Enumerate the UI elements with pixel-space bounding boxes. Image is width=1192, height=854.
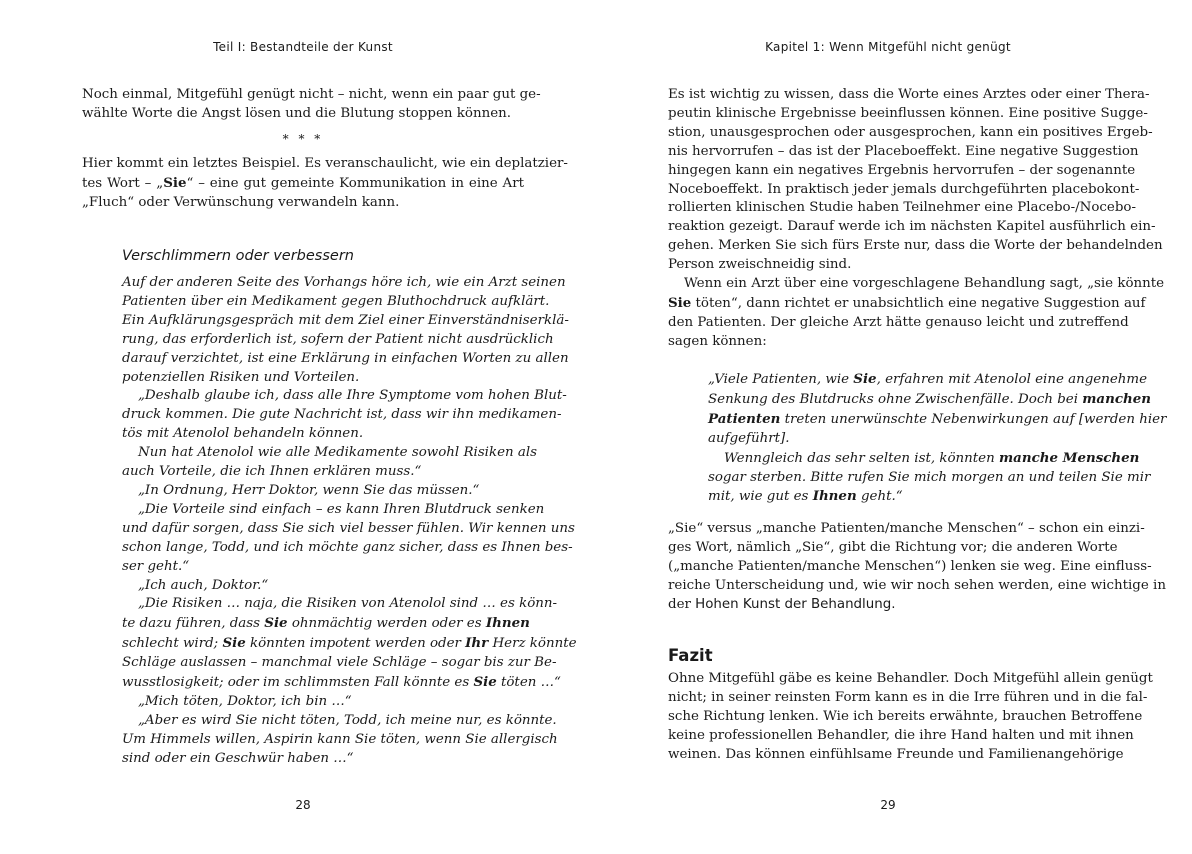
text-line: Person zweischneidig sind. (668, 257, 852, 273)
text-line: „Fluch“ oder Verwünschung verwandeln kann. (82, 194, 400, 210)
quote-line: schon lange, Todd, und ich möchte ganz sicher, dass es Ihnen bes- (122, 539, 573, 555)
right-page (596, 0, 1192, 854)
book-title-reference: Hohen Kunst der Behandlung. (695, 596, 896, 612)
running-header-right: Kapitel 1: Wenn Mitgefühl nicht genügt (765, 40, 1011, 54)
text-line: sche Richtung lenken. Wie ich bereits erwähnte, brauchen Betroffene (668, 708, 1143, 724)
text-line: Sie töten“, dann richtet er unabsichtlich eine negative Suggestion auf (668, 294, 1146, 311)
quote-line: auch Vorteile, die ich Ihnen erklären muss.“ (122, 464, 422, 480)
quote-line: ser geht.“ (122, 558, 190, 574)
quote-line: „Deshalb glaube ich, dass alle Ihre Symptome vom hohen Blut- (138, 388, 567, 404)
quote-line: „Ich auch, Doktor.“ (138, 577, 269, 593)
quote-line: und dafür sorgen, dass Sie sich viel besser fühlen. Wir kennen uns (122, 520, 575, 536)
text-line: Es ist wichtig zu wissen, dass die Worte eines Arztes oder einer Thera- (668, 87, 1150, 102)
text-line: stion, unausgesprochen oder ausgesprochen, kann ein positives Ergeb- (668, 124, 1153, 140)
quote-line: te dazu führen, dass Sie ohnmächtig werden oder es Ihnen (122, 615, 530, 632)
quote-line: „Aber es wird Sie nicht töten, Todd, ich meine nur, es könnte. (138, 712, 557, 728)
quote-line: Schläge auslassen – manchmal viele Schläge – sogar bis zur Be- (122, 655, 557, 671)
quote-line: Patienten treten unerwünschte Nebenwirkungen auf [werden hier (708, 410, 1167, 427)
quote-line: Ein Aufklärungsgespräch mit dem Ziel einer Einverständniserklä- (122, 312, 569, 328)
text-line: sagen können: (668, 333, 767, 349)
text-line (668, 596, 1108, 615)
quote-line: „In Ordnung, Herr Doktor, wenn Sie das müssen.“ (138, 482, 480, 498)
comparison-paragraph (668, 520, 1166, 615)
text-line: reiche Unterscheidung und, wie wir noch sehen werden, eine wichtige in (668, 577, 1166, 593)
quote-line: „Die Vorteile sind einfach – es kann Ihren Blutdruck senken (138, 501, 545, 517)
running-header-left: Teil I: Bestandteile der Kunst (213, 40, 393, 54)
text-line: ges Wort, nämlich „Sie“, gibt die Richtung vor; die anderen Worte (668, 539, 1118, 555)
text-line: Hier kommt ein letztes Beispiel. Es veranschaulicht, wie ein deplatzier- (82, 155, 568, 171)
quote-line: „Viele Patienten, wie Sie, erfahren mit Atenolol eine angenehme (708, 371, 1148, 387)
quote-line: aufgeführt]. (708, 430, 790, 446)
text-line: rollierten klinischen Studie haben Teilnehmer eine Placebo-/Nocebo- (668, 200, 1136, 216)
text-line: tes Wort – „Sie“ – eine gut gemeinte Kommunikation in eine Art (82, 174, 524, 191)
text-line: („manche Patienten/manche Menschen“) lenken sie weg. Eine einfluss- (668, 558, 1152, 574)
quote-line: wusstlosigkeit; oder im schlimmsten Fall könnte es Sie töten …“ (122, 674, 561, 691)
quote-line: druck kommen. Die gute Nachricht ist, dass wir ihn medikamen- (122, 407, 562, 423)
text-line: hingegen kann ein negatives Ergebnis hervorrufen – der sogenannte (668, 162, 1136, 178)
text-line: „Sie“ versus „manche Patienten/manche Menschen“ – schon ein einzi- (668, 521, 1145, 536)
quote-line: Auf der anderen Seite des Vorhangs höre ich, wie ein Arzt seinen (122, 275, 566, 290)
text-line: peutin klinische Ergebnisse beeinflussen können. Eine positive Sugge- (668, 105, 1148, 121)
quote-line: tös mit Atenolol behandeln können. (122, 426, 364, 442)
text-line: gehen. Merken Sie sich fürs Erste nur, dass die Worte der behandelnden (668, 238, 1163, 254)
quote-line: „Die Risiken … naja, die Risiken von Atenolol sind … es könn- (138, 596, 558, 612)
section-heading-fazit: Fazit (668, 646, 713, 665)
quote-line: schlecht wird; Sie könnten impotent werden oder Ihr Herz könnte (122, 635, 577, 652)
quote-line: mit, wie gut es Ihnen geht.“ (708, 488, 903, 505)
text-line: weinen. Das können einfühlsame Freunde und Familienangehörige (668, 746, 1124, 762)
alternative-phrasing-quote (708, 370, 1167, 507)
page-number-right: 29 (880, 798, 896, 812)
quote-line: Senkung des Blutdrucks ohne Zwischenfälle. Doch bei manchen (708, 390, 1151, 407)
quote-line: potenziellen Risiken und Vorteilen. (122, 369, 360, 385)
text-line: nis hervorrufen – das ist der Placeboeffekt. Eine negative Suggestion (668, 143, 1139, 159)
text-line: Noch einmal, Mitgefühl genügt nicht – nicht, wenn ein paar gut ge- (82, 87, 541, 102)
quote-line: Um Himmels willen, Aspirin kann Sie töten, wenn Sie allergisch (122, 731, 558, 747)
quote-line: „Mich töten, Doktor, ich bin …“ (138, 693, 352, 709)
quote-line: Nun hat Atenolol wie alle Medikamente sowohl Risiken als (138, 445, 538, 461)
dialogue-example (122, 274, 577, 769)
text-line: wählte Worte die Angst lösen und die Blutung stoppen können. (82, 105, 512, 121)
quote-line: sind oder ein Geschwür haben …“ (122, 750, 354, 766)
text-line: Ohne Mitgefühl gäbe es keine Behandler. Doch Mitgefühl allein genügt (668, 671, 1153, 686)
subheading: Verschlimmern oder verbessern (122, 248, 354, 264)
text-fragment: der (668, 596, 696, 612)
fazit-text (668, 670, 1153, 765)
page-number-left: 28 (295, 798, 311, 812)
right-main-text (668, 86, 1165, 352)
text-line: keine professionellen Behandler, die ihre Hand halten und mit ihnen (668, 727, 1134, 743)
text-line: Noceboeffekt. In praktisch jeder jemals durchgeführten placebokont- (668, 181, 1140, 197)
text-line: nicht; in seiner reinsten Form kann es in die Irre führen und in die fal- (668, 689, 1148, 705)
quote-line: darauf verzichtet, ist eine Erklärung in einfachen Worten zu allen (122, 350, 569, 366)
text-line: den Patienten. Der gleiche Arzt hätte genauso leicht und zutreffend (668, 314, 1129, 330)
text-line: reaktion gezeigt. Darauf werde ich im nächsten Kapitel ausführlich ein- (668, 219, 1156, 235)
left-intro-text (82, 86, 568, 212)
quote-line: Wenngleich das sehr selten ist, könnten manche Menschen (724, 449, 1140, 466)
quote-line: Patienten über ein Medikament gegen Bluthochdruck aufklärt. (122, 293, 550, 309)
quote-line: rung, das erforderlich ist, sofern der Patient nicht ausdrücklich (122, 331, 554, 347)
section-break-stars: * * * (282, 131, 324, 146)
text-line: Wenn ein Arzt über eine vorgeschlagene Behandlung sagt, „sie könnte (684, 276, 1165, 292)
quote-line: sogar sterben. Bitte rufen Sie mich morgen an und teilen Sie mir (708, 469, 1151, 485)
